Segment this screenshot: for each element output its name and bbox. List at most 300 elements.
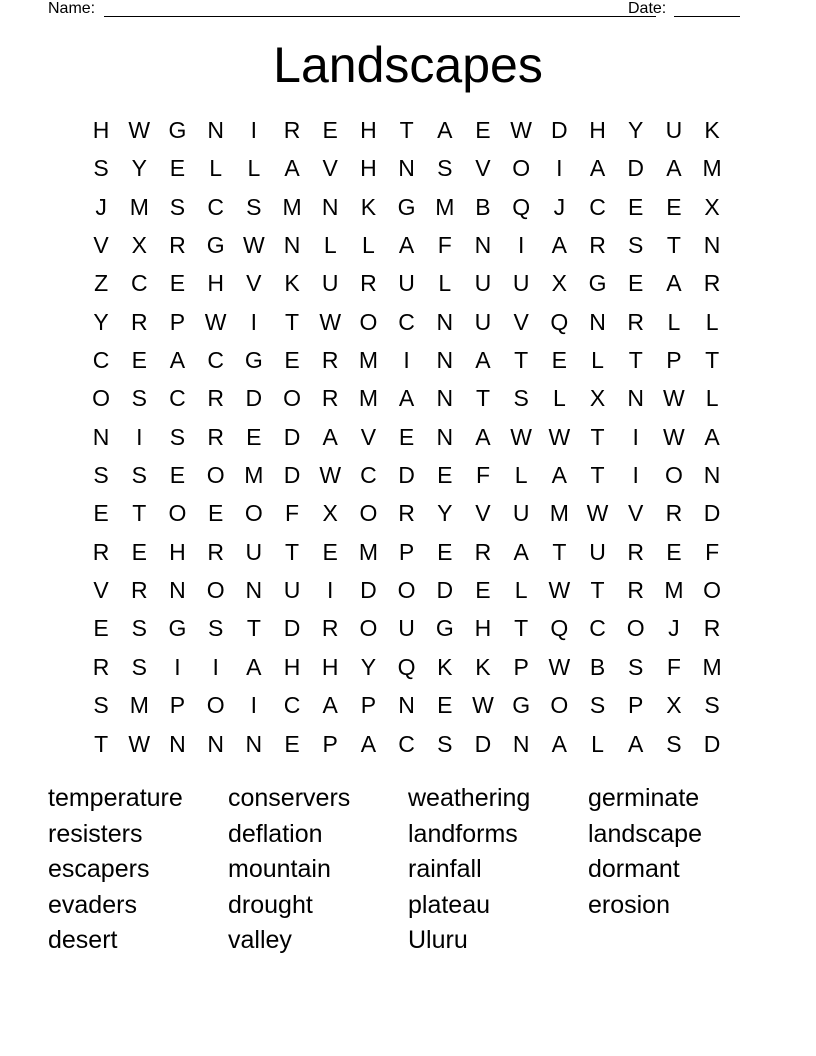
grid-letter: T (590, 423, 605, 450)
grid-letter: T (285, 538, 300, 565)
grid-letter: T (514, 615, 529, 642)
grid-letter: D (551, 117, 568, 143)
date-label: Date: (628, 0, 667, 17)
grid-letter: J (95, 193, 107, 220)
grid-letter: E (551, 347, 568, 374)
grid-letter: D (283, 462, 301, 489)
grid-letter: L (591, 347, 604, 374)
word-bank-item: Uluru (408, 926, 468, 955)
grid-letter: Q (550, 615, 569, 642)
grid-letter: M (435, 193, 455, 220)
grid-letter: R (130, 308, 148, 335)
grid-letter: N (436, 423, 454, 450)
grid-letter: I (250, 308, 258, 335)
grid-letter: K (284, 270, 300, 297)
grid-letter: P (398, 538, 415, 565)
grid-letter: T (94, 730, 109, 757)
grid-letter: V (93, 577, 109, 604)
grid-letter: W (548, 423, 571, 450)
grid-letter: S (131, 462, 147, 489)
grid-letter: A (284, 155, 300, 182)
grid-letter: I (174, 653, 181, 680)
grid-letter: X (589, 385, 606, 412)
grid-letter: C (360, 462, 377, 489)
grid-letter: L (514, 577, 528, 604)
grid-letter: D (245, 385, 263, 412)
grid-letter: E (437, 538, 453, 565)
grid-letter: S (131, 385, 147, 412)
grid-letter: H (360, 117, 377, 143)
grid-letter: S (131, 615, 147, 642)
grid-letter: O (206, 577, 225, 604)
grid-letter: N (703, 232, 721, 259)
grid-letter: E (475, 577, 491, 604)
word-bank (48, 780, 768, 958)
grid-letter: P (666, 347, 682, 374)
grid-letter: C (398, 730, 415, 757)
grid-letter: R (92, 538, 110, 565)
grid-letter: H (474, 615, 492, 642)
grid-letter: R (589, 232, 606, 259)
grid-letter: I (212, 653, 219, 680)
grid-letter: Q (550, 308, 569, 335)
grid-letter: U (398, 270, 415, 297)
grid-letter: T (552, 538, 567, 565)
grid-letter: Y (131, 155, 147, 182)
page-title: Landscapes (273, 37, 543, 93)
word-bank-item: rainfall (408, 855, 482, 884)
grid-letter: P (628, 692, 644, 719)
grid-letter: M (702, 653, 722, 680)
grid-letter: A (666, 155, 682, 182)
grid-letter: A (169, 347, 186, 374)
grid-letter: N (398, 692, 415, 719)
grid-letter: N (589, 308, 606, 335)
grid-letter: A (398, 385, 415, 412)
grid-letter: U (512, 270, 530, 297)
grid-letter: D (436, 577, 454, 604)
grid-letter: I (632, 462, 639, 489)
grid-letter: E (437, 692, 453, 719)
grid-letter: R (169, 232, 186, 259)
grid-letter: D (627, 155, 645, 182)
grid-letter: G (168, 117, 187, 143)
grid-letter: T (399, 117, 414, 143)
grid-letter: E (131, 347, 147, 374)
grid-letter: X (704, 193, 720, 220)
grid-letter: L (591, 730, 604, 757)
grid-letter: V (360, 423, 377, 450)
grid-letter: S (628, 653, 644, 680)
word-bank-item: conservers (228, 784, 351, 812)
grid-letter: M (358, 538, 378, 565)
grid-letter: G (435, 615, 454, 642)
grid-letter: E (169, 462, 186, 489)
grid-letter: I (517, 232, 525, 259)
grid-letter: U (245, 538, 263, 565)
word-bank-item: mountain (228, 855, 331, 884)
grid-letter: O (92, 385, 111, 412)
grid-letter: R (398, 500, 415, 527)
grid-letter: I (556, 155, 563, 182)
grid-letter: D (360, 577, 377, 604)
grid-letter: W (586, 500, 609, 527)
grid-letter: C (207, 347, 224, 374)
grid-letter: U (474, 308, 492, 335)
grid-letter: H (169, 538, 186, 565)
grid-letter: U (474, 270, 492, 297)
grid-letter: M (664, 577, 684, 604)
grid-letter: T (666, 232, 681, 259)
grid-letter: A (322, 423, 338, 450)
grid-letter: R (703, 615, 721, 642)
word-bank-item: germinate (588, 784, 700, 812)
grid-letter: D (703, 500, 721, 527)
grid-letter: S (169, 423, 186, 450)
grid-letter: O (359, 308, 378, 335)
grid-letter: A (437, 117, 453, 143)
grid-letter: H (207, 270, 224, 297)
grid-letter: R (321, 385, 339, 412)
grid-letter: B (475, 193, 491, 220)
word-bank-item: landforms (408, 819, 518, 848)
grid-letter: F (705, 538, 720, 565)
grid-letter: D (283, 423, 301, 450)
grid-letter: F (285, 500, 300, 527)
grid-letter: H (321, 653, 339, 680)
grid-letter: T (514, 347, 529, 374)
grid-letter: L (552, 385, 566, 412)
grid-letter: E (169, 155, 186, 182)
word-bank-item: valley (228, 926, 292, 955)
word-bank-item: erosion (588, 890, 670, 919)
grid-letter: Q (397, 653, 416, 680)
grid-letter: U (398, 615, 415, 642)
grid-letter: W (548, 653, 571, 680)
grid-letter: P (169, 692, 186, 719)
grid-letter: M (358, 385, 378, 412)
grid-letter: W (663, 423, 685, 450)
grid-letter: E (437, 462, 453, 489)
grid-letter: I (632, 423, 639, 450)
grid-letter: N (436, 308, 454, 335)
grid-letter: V (475, 500, 491, 527)
grid-letter: L (362, 232, 375, 259)
grid-letter: A (704, 423, 720, 450)
grid-letter: K (475, 653, 491, 680)
grid-letter: V (628, 500, 644, 527)
grid-letter: A (551, 462, 568, 489)
grid-letter: W (128, 730, 151, 757)
grid-letter: T (132, 500, 147, 527)
grid-letter: I (250, 692, 258, 719)
name-blank-line (104, 16, 656, 17)
grid-letter: W (204, 308, 227, 335)
grid-letter: O (664, 462, 683, 489)
grid-letter: R (321, 615, 339, 642)
grid-letter: F (437, 232, 452, 259)
grid-letter: L (705, 385, 719, 412)
grid-letter: O (359, 615, 378, 642)
grid-letter: Y (628, 117, 644, 143)
grid-letter: E (628, 270, 644, 297)
grid-letter: J (553, 193, 566, 220)
grid-letter: K (437, 653, 453, 680)
grid-letter: G (397, 193, 416, 220)
grid-letter: R (207, 423, 224, 450)
grid-letter: U (321, 270, 339, 297)
word-bank-item: drought (228, 890, 313, 919)
grid-letter: L (209, 155, 223, 182)
grid-letter: I (327, 577, 334, 604)
grid-letter: P (360, 692, 377, 719)
grid-letter: A (398, 232, 415, 259)
grid-letter: S (628, 232, 644, 259)
grid-letter: K (704, 117, 720, 143)
grid-letter: O (206, 692, 225, 719)
grid-letter: N (398, 155, 415, 182)
grid-letter: G (588, 270, 607, 297)
grid-letter: D (474, 730, 492, 757)
word-bank-item: deflation (228, 819, 323, 848)
grid-letter: M (244, 462, 264, 489)
grid-letter: W (510, 423, 533, 450)
grid-letter: A (513, 538, 529, 565)
grid-letter: Y (437, 500, 453, 527)
grid-letter: L (323, 232, 337, 259)
grid-letter: Z (94, 270, 109, 297)
grid-letter: N (627, 385, 645, 412)
grid-letter: O (703, 577, 722, 604)
grid-letter: R (627, 577, 645, 604)
grid-letter: G (206, 232, 225, 259)
grid-letter: M (129, 193, 149, 220)
grid-letter: A (246, 653, 262, 680)
grid-letter: N (169, 577, 186, 604)
word-bank-item: desert (48, 926, 118, 955)
grid-letter: A (551, 730, 568, 757)
grid-letter: S (437, 730, 453, 757)
grid-letter: S (131, 653, 147, 680)
word-bank-item: weathering (408, 784, 531, 812)
grid-letter: W (663, 385, 685, 412)
grid-letter: R (207, 538, 224, 565)
grid-letter: E (207, 500, 224, 527)
grid-letter: C (92, 347, 110, 374)
grid-letter: E (398, 423, 415, 450)
grid-letter: W (548, 577, 571, 604)
grid-letter: P (322, 730, 338, 757)
grid-letter: S (207, 615, 224, 642)
word-bank-item: temperature (48, 784, 183, 812)
word-bank-item: dormant (588, 855, 680, 884)
grid-letter: F (666, 653, 681, 680)
grid-letter: C (398, 308, 415, 335)
grid-letter: A (475, 347, 491, 374)
grid-letter: B (589, 653, 606, 680)
grid-letter: P (169, 308, 186, 335)
grid-letter: H (283, 653, 301, 680)
grid-letter: N (245, 730, 263, 757)
grid-letter: T (475, 385, 490, 412)
grid-letter: N (207, 117, 224, 143)
grid-letter: S (93, 692, 109, 719)
grid-letter: N (436, 347, 454, 374)
grid-letter: W (472, 692, 494, 719)
grid-letter: T (628, 347, 643, 374)
grid-letter: N (245, 577, 263, 604)
grid-letter: C (169, 385, 186, 412)
grid-letter: O (206, 462, 225, 489)
grid-letter: V (475, 155, 491, 182)
grid-letter: A (360, 730, 377, 757)
grid-letter: L (667, 308, 681, 335)
grid-letter: W (319, 308, 342, 335)
word-bank-item: escapers (48, 855, 150, 884)
grid-letter: R (665, 500, 683, 527)
grid-letter: R (130, 577, 148, 604)
grid-letter: K (360, 193, 377, 220)
grid-letter: R (321, 347, 339, 374)
grid-letter: R (92, 653, 110, 680)
grid-letter: M (702, 155, 722, 182)
grid-letter: X (551, 270, 568, 297)
grid-letter: N (474, 232, 492, 259)
grid-letter: M (358, 347, 378, 374)
grid-letter: F (475, 462, 490, 489)
grid-letter: R (283, 117, 301, 143)
name-label: Name: (48, 0, 96, 17)
grid-letter: A (475, 423, 491, 450)
grid-letter: V (93, 232, 109, 259)
grid-letter: S (246, 193, 262, 220)
grid-letter: R (627, 538, 645, 565)
grid-letter: Y (360, 653, 377, 680)
grid-letter: M (129, 692, 149, 719)
grid-letter: G (244, 347, 263, 374)
grid-letter: S (666, 730, 682, 757)
grid-letter: C (130, 270, 148, 297)
letter-grid (82, 111, 732, 763)
grid-letter: A (628, 730, 644, 757)
grid-letter: E (322, 538, 338, 565)
grid-letter: E (322, 117, 338, 143)
grid-letter: D (398, 462, 415, 489)
grid-letter: X (322, 500, 338, 527)
grid-letter: W (319, 462, 342, 489)
grid-letter: A (322, 692, 338, 719)
grid-letter: H (589, 117, 606, 143)
grid-letter: L (438, 270, 452, 297)
grid-letter: H (360, 155, 377, 182)
grid-letter: I (403, 347, 410, 374)
word-bank-item: evaders (48, 890, 137, 919)
grid-letter: A (589, 155, 606, 182)
grid-letter: N (169, 730, 186, 757)
grid-letter: H (92, 117, 110, 143)
grid-letter: Y (93, 308, 109, 335)
grid-letter: S (589, 692, 606, 719)
grid-letter: R (627, 308, 645, 335)
grid-letter: O (168, 500, 187, 527)
grid-letter: E (475, 117, 491, 143)
grid-letter: A (551, 232, 568, 259)
grid-letter: L (514, 462, 528, 489)
grid-letter: E (628, 193, 644, 220)
word-bank-item: plateau (408, 890, 491, 919)
grid-letter: N (283, 232, 301, 259)
grid-letter: X (131, 232, 147, 259)
word-bank-item: landscape (588, 819, 702, 848)
grid-letter: E (284, 730, 300, 757)
grid-letter: E (93, 500, 109, 527)
grid-letter: R (360, 270, 377, 297)
grid-letter: S (513, 385, 529, 412)
grid-letter: I (136, 423, 143, 450)
grid-letter: D (703, 730, 721, 757)
grid-letter: O (512, 155, 531, 182)
grid-letter: R (474, 538, 492, 565)
grid-letter: N (703, 462, 721, 489)
grid-letter: E (284, 347, 300, 374)
grid-letter: O (626, 615, 645, 642)
date-blank-line (674, 16, 740, 17)
grid-letter: R (207, 385, 224, 412)
grid-letter: E (131, 538, 147, 565)
grid-letter: N (92, 423, 110, 450)
grid-letter: E (169, 270, 186, 297)
grid-letter: L (705, 308, 719, 335)
grid-letter: T (285, 308, 300, 335)
grid-letter: R (703, 270, 721, 297)
grid-letter: O (550, 692, 569, 719)
grid-letter: E (93, 615, 109, 642)
grid-letter: J (668, 615, 680, 642)
grid-letter: S (437, 155, 453, 182)
grid-letter: Q (512, 193, 531, 220)
grid-letter: A (666, 270, 682, 297)
grid-letter: E (246, 423, 262, 450)
grid-letter: O (397, 577, 416, 604)
grid-letter: N (512, 730, 530, 757)
grid-letter: C (283, 692, 301, 719)
grid-letter: O (359, 500, 378, 527)
name-date-header (48, 0, 740, 20)
grid-letter: U (512, 500, 530, 527)
grid-letter: T (590, 577, 605, 604)
grid-letter: P (513, 653, 529, 680)
grid-letter: T (705, 347, 720, 374)
grid-letter: U (589, 538, 606, 565)
grid-letter: G (168, 615, 187, 642)
grid-letter: O (283, 385, 301, 412)
grid-letter: T (590, 462, 605, 489)
grid-letter: S (169, 193, 186, 220)
grid-letter: C (589, 615, 606, 642)
grid-letter: M (282, 193, 302, 220)
grid-letter: S (93, 462, 109, 489)
grid-letter: U (665, 117, 683, 143)
grid-letter: I (250, 117, 258, 143)
grid-letter: V (513, 308, 529, 335)
grid-letter: S (704, 692, 720, 719)
grid-letter: G (512, 692, 531, 719)
grid-letter: D (283, 615, 301, 642)
grid-letter: O (244, 500, 263, 527)
grid-letter: W (242, 232, 265, 259)
grid-letter: W (128, 117, 151, 143)
grid-letter: W (510, 117, 533, 143)
